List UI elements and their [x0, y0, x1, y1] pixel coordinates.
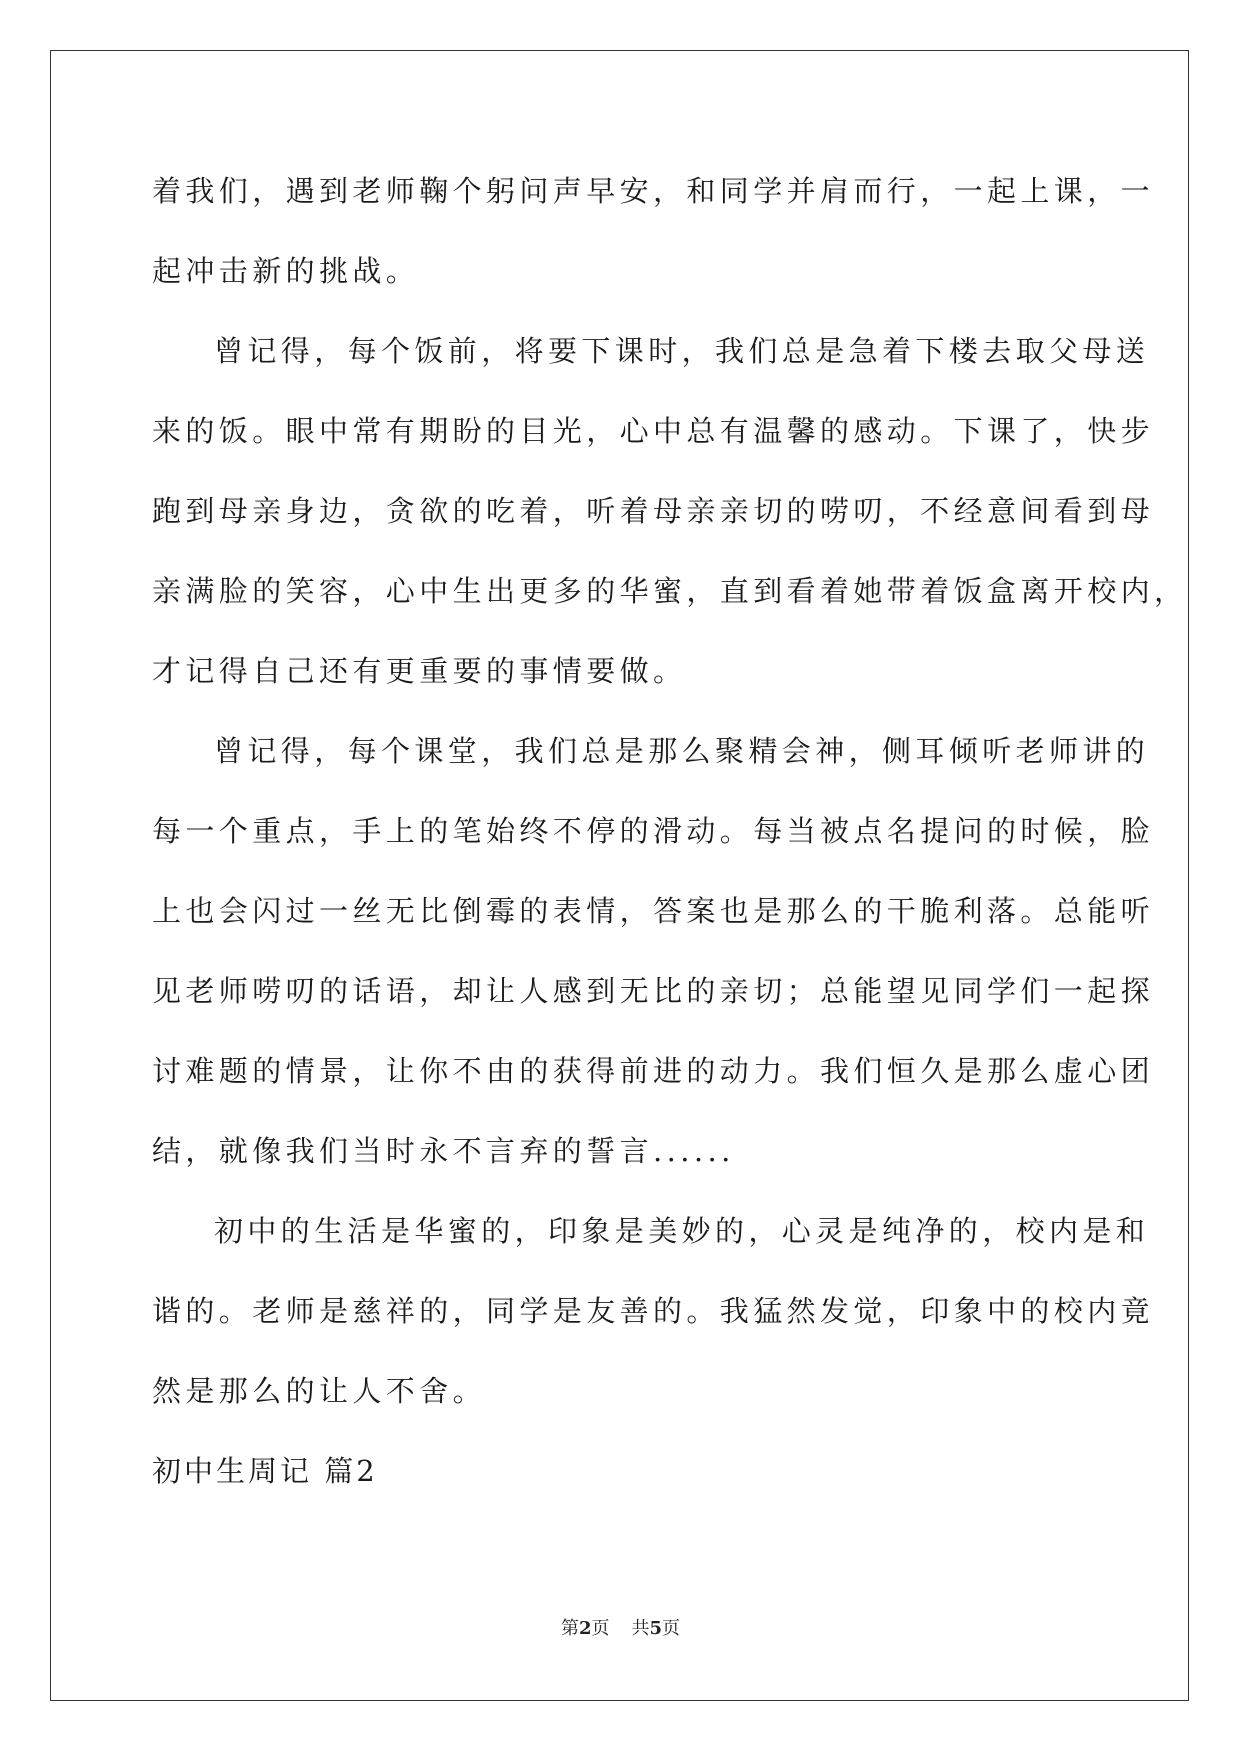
- text-line: 上也会闪过一丝无比倒霉的表情，答案也是那么的干脆利落。总能听: [152, 894, 1155, 928]
- text-line: 见老师唠叨的话语，却让人感到无比的亲切；总能望见同学们一起探: [152, 974, 1155, 1008]
- total-prefix: 共: [631, 1618, 650, 1639]
- page-current: 2: [578, 1618, 592, 1639]
- total-suffix: 页: [662, 1618, 681, 1639]
- text-line: 讨难题的情景，让你不由的获得前进的动力。我们恒久是那么虚心团: [152, 1054, 1155, 1088]
- text-line: 结，就像我们当时永不言弃的誓言......: [152, 1134, 735, 1168]
- text-line: 来的饭。眼中常有期盼的目光，心中总有温馨的感动。下课了，快步: [152, 414, 1155, 448]
- document-body: [152, 151, 1188, 1511]
- text-line: 跑到母亲身边，贪欲的吃着，听着母亲亲切的唠叨，不经意间看到母: [152, 494, 1155, 528]
- page-prefix: 第: [560, 1618, 579, 1639]
- page-total: 5: [649, 1618, 663, 1639]
- text-line: 曾记得，每个饭前，将要下课时，我们总是急着下楼去取父母送: [214, 334, 1150, 368]
- text-line: 曾记得，每个课堂，我们总是那么聚精会神，侧耳倾听老师讲的: [214, 734, 1150, 768]
- text-line: 亲满脸的笑容，心中生出更多的华蜜，直到看着她带着饭盒离开校内，: [152, 574, 1188, 608]
- text-line: 谐的。老师是慈祥的，同学是友善的。我猛然发觉，印象中的校内竟: [152, 1294, 1155, 1328]
- text-line: 起冲击新的挑战。: [152, 254, 420, 288]
- text-line: 每一个重点，手上的笔始终不停的滑动。每当被点名提问的时候，脸: [152, 814, 1155, 848]
- page-suffix: 页: [591, 1618, 610, 1639]
- text-line: 然是那么的让人不舍。: [152, 1374, 487, 1408]
- text-lines: [152, 151, 1188, 1431]
- text-line: 初中的生活是华蜜的，印象是美妙的，心灵是纯净的，校内是和: [214, 1214, 1150, 1248]
- section-heading: 初中生周记 篇2: [152, 1454, 378, 1488]
- text-line: 着我们，遇到老师鞠个躬问声早安，和同学并肩而行，一起上课，一: [152, 174, 1155, 208]
- text-line: 才记得自己还有更重要的事情要做。: [152, 654, 687, 688]
- page-footer: [0, 1614, 1241, 1640]
